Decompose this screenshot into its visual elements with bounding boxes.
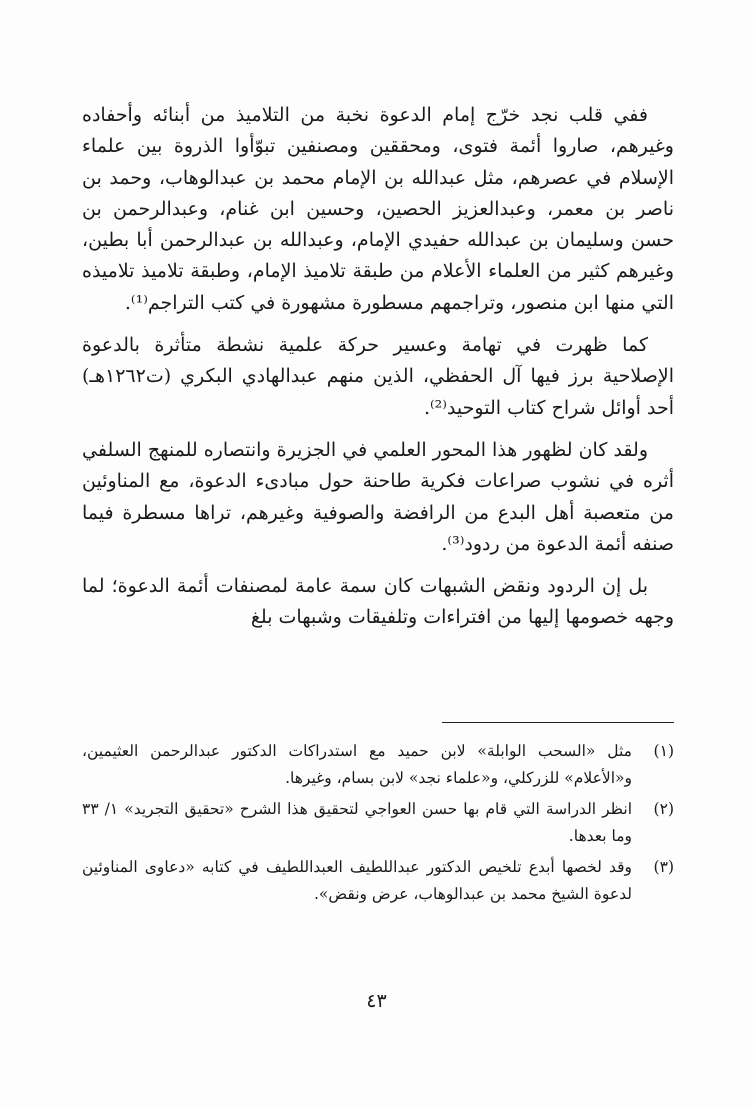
- paragraph-4: بل إن الردود ونقض الشبهات كان سمة عامة لمصنفات أئمة الدعوة؛ لما وجهه خصومها إليها من افتراءات وتلفيقات وشبهات بلغ: [82, 575, 674, 629]
- main-text: [82, 100, 674, 645]
- footnote-number: (٣): [653, 858, 674, 876]
- footnotes: [82, 738, 674, 912]
- paragraph-2: كما ظهرت في تهامة وعسير حركة علمية نشطة متأثرة بالدعوة الإصلاحية برز فيها آل الحفظي، الذين منهم عبدالهادي البكري (ت١٢٦٢هـ) أحد أوائل شراح كتاب التوحيد⁽²⁾.: [82, 334, 674, 419]
- footnote-number: (١): [653, 742, 674, 760]
- footnote-1: [82, 738, 674, 791]
- paragraph-1: ففي قلب نجد خرّج إمام الدعوة نخبة من التلاميذ من أبنائه وأحفاده وغيرهم، صاروا أئمة فتوى، ومحققين ومصنفين تبوّأوا الذروة بين علماء الإسلام في عصرهم، مثل عبدالله بن الإمام محمد بن عبدالوهاب، وحمد بن ناصر بن معمر، وعبدالعزيز الحصين، وحسين ابن غنام، وعبدالرحمن بن حسن وسليمان بن عبدالله حفيدي الإمام، وعبدالله بن عبدالرحمن أبا بطين، وغيرهم كثير من العلماء الأعلام من طبقة تلاميذ الإمام، وطبقة تلاميذ تلاميذه التي منها ابن منصور، وتراجمهم مسطورة مشهورة في كتب التراجم⁽¹⁾.: [82, 104, 674, 314]
- footnote-number: (٢): [653, 800, 674, 818]
- footnote-text: وقد لخصها أبدع تلخيص الدكتور عبداللطيف العبداللطيف في كتابه «دعاوى المناوئين لدعوة الشيخ محمد بن عبدالوهاب، عرض ونقض».: [82, 858, 632, 903]
- footnote-text: انظر الدراسة التي قام بها حسن العواجي لتحقيق هذا الشرح «تحقيق التجريد» ١/ ٣٣ وما بعدها.: [82, 800, 632, 845]
- footnote-2: [82, 796, 674, 849]
- paragraph-3: ولقد كان لظهور هذا المحور العلمي في الجزيرة وانتصاره للمنهج السلفي أثره في نشوب صراعات فكرية طاحنة حول مبادىء الدعوة، مع المناوئين من متعصبة أهل البدع من الرافضة والصوفية وغيرهم، تراها مسطرة فيما صنفه أئمة الدعوة من ردود⁽³⁾.: [82, 438, 674, 555]
- page-number: ٤٣: [366, 990, 387, 1012]
- footnote-separator: [442, 722, 674, 723]
- footnote-3: [82, 854, 674, 907]
- footnote-text: مثل «السحب الوابلة» لابن حميد مع استدراكات الدكتور عبدالرحمن العثيمين، و«الأعلام» للزركلي، و«علماء نجد» لابن بسام، وغيرها.: [82, 742, 632, 787]
